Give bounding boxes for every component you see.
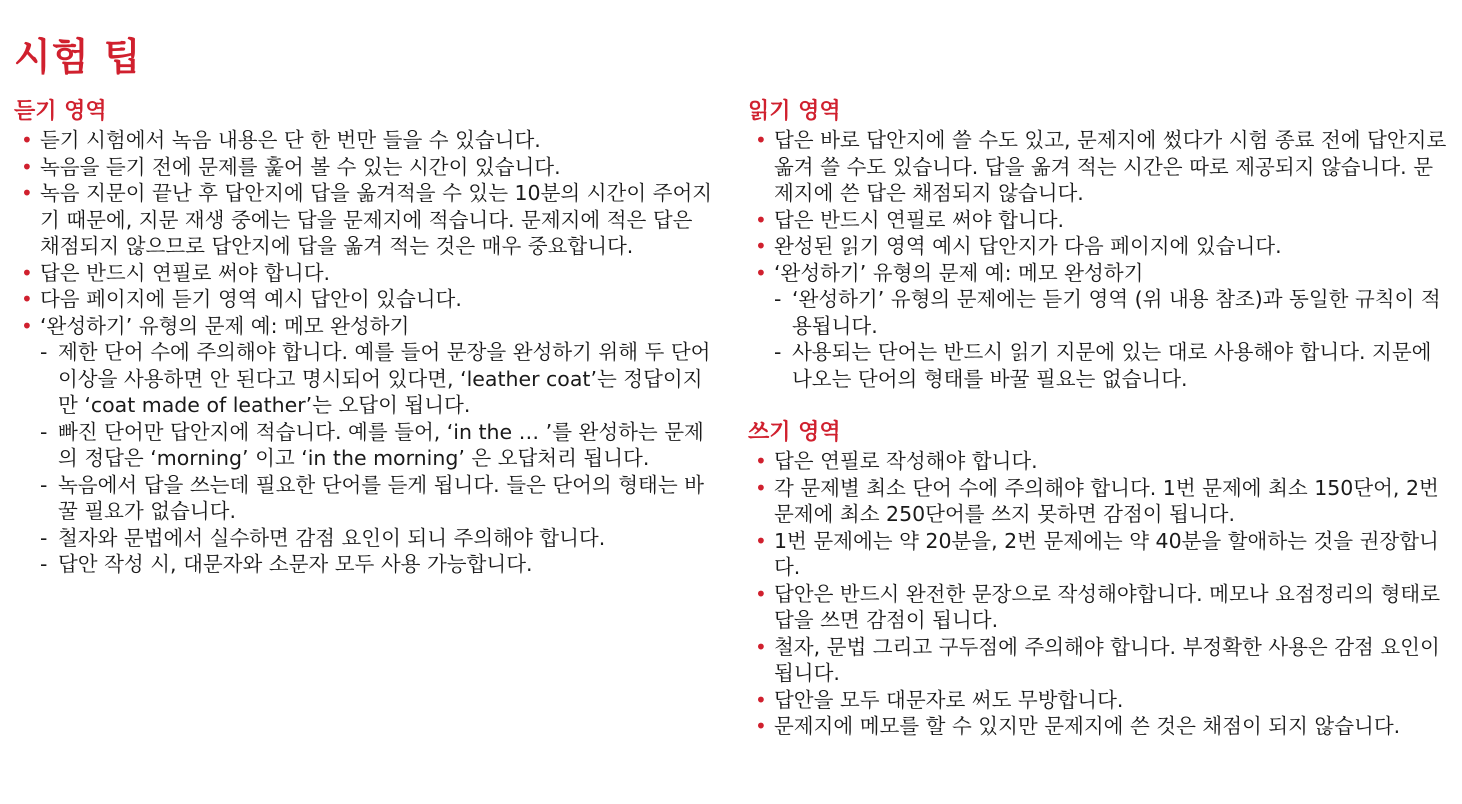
list-item: • 답은 반드시 연필로 써야 합니다. [748, 207, 1448, 234]
writing-section [748, 418, 1448, 740]
left-column [14, 97, 714, 604]
sub-list-item: - 답안 작성 시, 대문자와 소문자 모두 사용 가능합니다. [40, 551, 714, 578]
list-item: • 답은 바로 답안지에 쓸 수도 있고, 문제지에 썼다가 시험 종료 전에 답안지로 옮겨 쓸 수도 있습니다. 답을 옮겨 적는 시간은 따로 제공되지 않습니다. 문제지에 쓴 답은 채점되지 않습니다. [748, 127, 1448, 207]
page-title: 시험 팁 [14, 35, 142, 79]
sub-list-item: - 빠진 단어만 답안지에 적습니다. 예를 들어, ‘in the … ’를 완성하는 문제의 정답은 ‘morning’ 이고 ‘in the morning’ 은 오답처리 됩니다. [40, 419, 714, 472]
list-item: • 답은 연필로 작성해야 합니다. [748, 448, 1448, 475]
sub-list-item: - 사용되는 단어는 반드시 읽기 지문에 있는 대로 사용해야 합니다. 지문에 나오는 단어의 형태를 바꿀 필요는 없습니다. [774, 339, 1448, 392]
sub-list-item: - 제한 단어 수에 주의해야 합니다. 예를 들어 문장을 완성하기 위해 두 단어 이상을 사용하면 안 된다고 명시되어 있다면, ‘leather coat’는 정답이지만 ‘coat made of leather’는 오답이 됩니다. [40, 339, 714, 419]
list-item-label: ‘완성하기’ 유형의 문제 예: 메모 완성하기 [40, 313, 410, 338]
right-column [748, 97, 1448, 766]
listening-sublist [40, 339, 714, 578]
reading-heading: 읽기 영역 [748, 99, 841, 124]
list-item: • 문제지에 메모를 할 수 있지만 문제지에 쓴 것은 채점이 되지 않습니다. [748, 713, 1448, 740]
reading-list [748, 127, 1448, 392]
writing-heading: 쓰기 영역 [748, 420, 841, 445]
list-item: • 답은 반드시 연필로 써야 합니다. [14, 260, 714, 287]
list-item: • 답안을 모두 대문자로 써도 무방합니다. [748, 687, 1448, 714]
listening-list [14, 127, 714, 578]
list-item: • 다음 페이지에 듣기 영역 예시 답안이 있습니다. [14, 286, 714, 313]
listening-section [14, 97, 714, 578]
list-item: • 각 문제별 최소 단어 수에 주의해야 합니다. 1번 문제에 최소 150단어, 2번 문제에 최소 250단어를 쓰지 못하면 감점이 됩니다. [748, 475, 1448, 528]
writing-list [748, 448, 1448, 740]
list-item: • 답안은 반드시 완전한 문장으로 작성해야합니다. 메모나 요점정리의 형태로 답을 쓰면 감점이 됩니다. [748, 581, 1448, 634]
list-item: • 철자, 문법 그리고 구두점에 주의해야 합니다. 부정확한 사용은 감점 요인이 됩니다. [748, 634, 1448, 687]
list-item: • 듣기 시험에서 녹음 내용은 단 한 번만 들을 수 있습니다. [14, 127, 714, 154]
reading-section [748, 97, 1448, 392]
list-item: • 완성된 읽기 영역 예시 답안지가 다음 페이지에 있습니다. [748, 233, 1448, 260]
sub-list-item: - 철자와 문법에서 실수하면 감점 요인이 되니 주의해야 합니다. [40, 525, 714, 552]
list-item: • 1번 문제에는 약 20분을, 2번 문제에는 약 40분을 할애하는 것을 권장합니다. [748, 528, 1448, 581]
list-item: • 녹음을 듣기 전에 문제를 훑어 볼 수 있는 시간이 있습니다. [14, 154, 714, 181]
list-item-with-subitems [14, 313, 714, 578]
list-item-with-subitems [748, 260, 1448, 393]
sub-list-item: - ‘완성하기’ 유형의 문제에는 듣기 영역 (위 내용 참조)과 동일한 규칙이 적용됩니다. [774, 286, 1448, 339]
listening-heading: 듣기 영역 [14, 99, 107, 124]
list-item: • 녹음 지문이 끝난 후 답안지에 답을 옮겨적을 수 있는 10분의 시간이 주어지기 때문에, 지문 재생 중에는 답을 문제지에 적습니다. 문제지에 적은 답은 채점되지 않으므로 답안지에 답을 옮겨 적는 것은 매우 중요합니다. [14, 180, 714, 260]
sub-list-item: - 녹음에서 답을 쓰는데 필요한 단어를 듣게 됩니다. 들은 단어의 형태는 바꿀 필요가 없습니다. [40, 472, 714, 525]
list-item-label: ‘완성하기’ 유형의 문제 예: 메모 완성하기 [774, 260, 1144, 285]
reading-sublist [774, 286, 1448, 392]
